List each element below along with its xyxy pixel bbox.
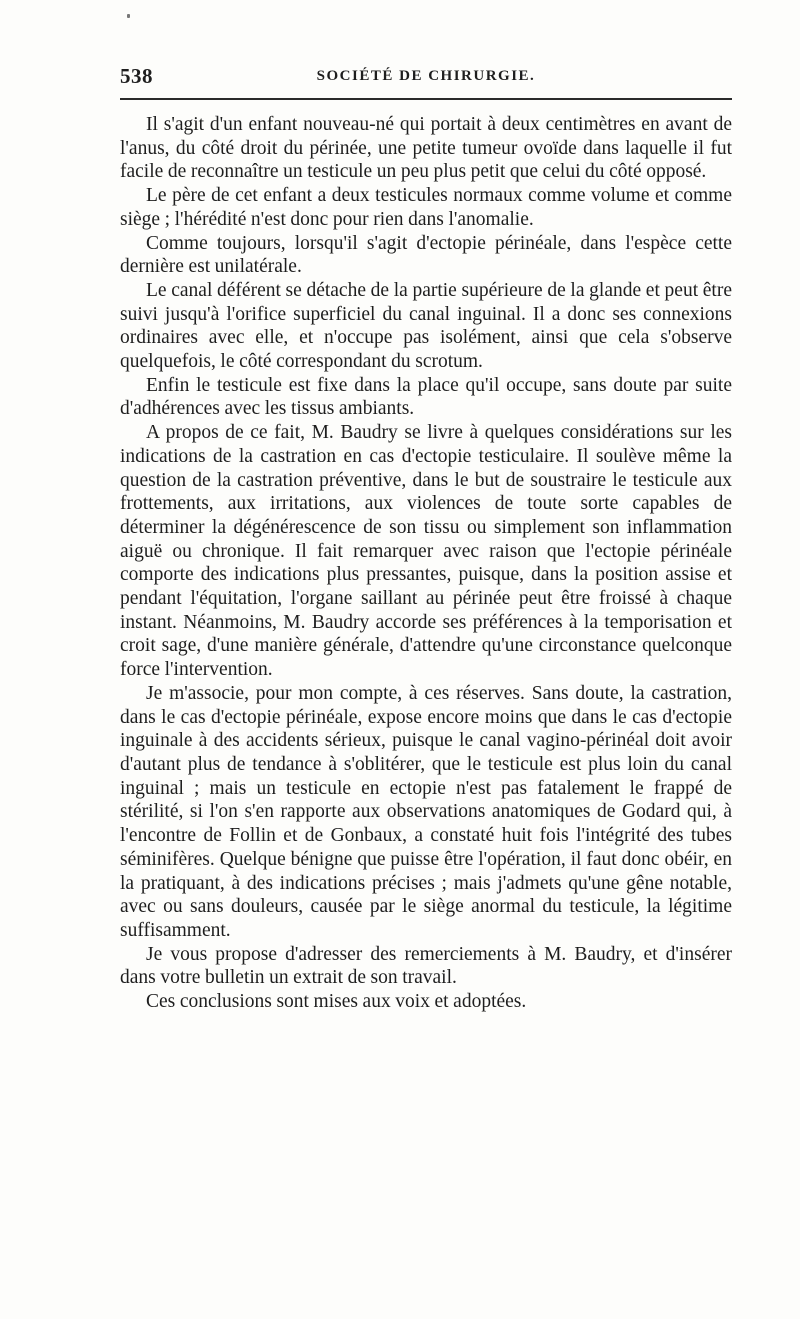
paragraph-proposal: Je vous propose d'adresser des remerciements à M. Baudry, et d'insérer dans votre bulletin un extrait de son travail. [120, 943, 732, 989]
paragraph-castration-indications: A propos de ce fait, M. Baudry se livre à quelques considérations sur les indications de la castration en cas d'ectopie testiculaire. Il soulève même la question de la castration préventive, dans le but de soustraire le testicule aux frottements, aux irritations, aux violences de toute sorte capables de déterminer la dégénérescence de son tissu ou simplement son inflammation aiguë ou chronique. Il fait remarquer avec raison que l'ectopie périnéale comporte des indications plus pressantes, puisque, dans la position assise et pendant l'équitation, l'organe saillant au périnée peut être froissé à chaque instant. Néanmoins, M. Baudry accorde ses préférences à la temporisation et croit sage, d'une manière générale, d'attendre qu'une circonstance quelconque force l'intervention. [120, 422, 732, 681]
paragraph-unilateral: Comme toujours, lorsqu'il s'agit d'ectopie périnéale, dans l'espèce cette dernière est unilatérale. [120, 232, 732, 278]
paragraph-case-description: Il s'agit d'un enfant nouveau-né qui portait à deux centimètres en avant de l'anus, du côté droit du périnée, une petite tumeur ovoïde dans laquelle il fut facile de reconnaître un testicule un peu plus petit que celui du côté opposé. [120, 114, 732, 183]
paragraph-author-opinion: Je m'associe, pour mon compte, à ces réserves. Sans doute, la castration, dans le cas d'ectopie périnéale, expose encore moins que dans le cas d'ectopie inguinale à des accidents sérieux, puisque le canal vagino-périnéal doit avoir d'autant plus de tendance à s'oblitérer, que le testicule est plus loin du canal inguinal ; mais un testicule en ectopie n'est pas fatalement le frappé de stérilité, si l'on s'en rapporte aux observations anatomiques de Godard qui, à l'encontre de Follin et de Gonbaux, a constaté huit fois l'intégrité des tubes séminifères. Quelque bénigne que puisse être l'opération, il faut donc obéir, en la pratiquant, à des indications précises ; mais j'admets qu'une gêne notable, avec ou sans douleurs, causée par le siège anormal du testicule, la légitime suffisamment. [120, 682, 732, 941]
body-text [120, 113, 732, 1014]
page-header [120, 64, 732, 90]
paragraph-heredity: Le père de cet enfant a deux testicules normaux comme volume et comme siège ; l'hérédité n'est donc pour rien dans l'anomalie. [120, 185, 732, 230]
page-number: 538 [120, 64, 153, 88]
paragraph-fixed-testicle: Enfin le testicule est fixe dans la place qu'il occupe, sans doute par suite d'adhérences avec les tissus ambiants. [120, 374, 732, 420]
ink-speck [127, 14, 130, 18]
running-title: SOCIÉTÉ DE CHIRURGIE. [316, 68, 536, 84]
paragraph-conclusion: Ces conclusions sont mises aux voix et adoptées. [146, 991, 527, 1013]
paragraph-vas-deferens: Le canal déférent se détache de la partie supérieure de la glande et peut être suivi jusqu'à l'orifice superficiel du canal inguinal. Il a donc ses connexions ordinaires avec elle, et n'occupe pas isolément, ainsi que cela s'observe quelquefois, le côté correspondant du scrotum. [120, 279, 732, 373]
header-rule [120, 98, 732, 100]
